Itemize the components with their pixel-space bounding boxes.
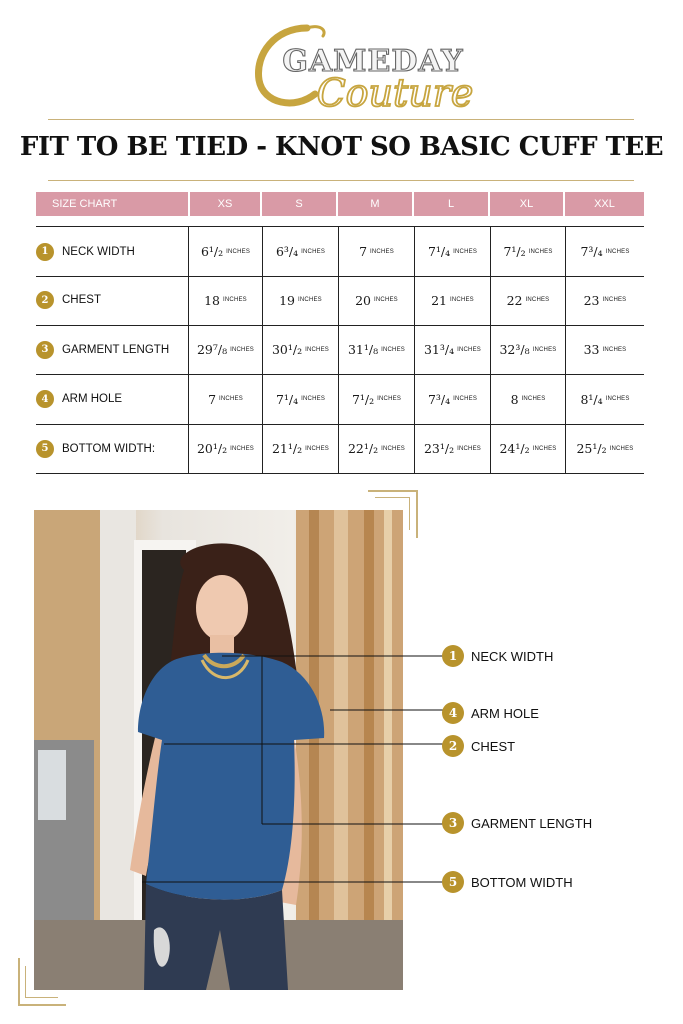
measurement-callout <box>442 735 515 757</box>
size-value: 25¹/₂ <box>576 441 607 456</box>
size-value: 7 <box>208 391 217 407</box>
size-unit: INCHES <box>374 297 398 303</box>
measure-label: NECK WIDTH <box>62 245 135 258</box>
size-value: 24¹/₂ <box>499 441 530 456</box>
measure-label: ARM HOLE <box>62 393 123 405</box>
size-value: 22¹/₂ <box>347 441 379 456</box>
size-value: 18 <box>204 292 221 308</box>
size-header-xs: XS <box>190 192 260 216</box>
callout-label: CHEST <box>471 738 516 754</box>
size-header-s: S <box>262 192 336 216</box>
size-unit: INCHES <box>301 248 326 255</box>
size-value: 31³/₄ <box>423 342 455 357</box>
size-value: 7³/₄ <box>580 244 603 259</box>
size-value: 7³/₄ <box>427 391 451 407</box>
size-row-label <box>36 227 135 276</box>
size-unit: INCHES <box>226 248 251 255</box>
size-value: 7¹/₄ <box>275 391 299 407</box>
size-value-cell <box>565 375 644 424</box>
size-header-l: L <box>414 192 488 216</box>
size-value-cell <box>490 375 565 424</box>
size-value-cell <box>414 424 490 473</box>
size-value-cell <box>490 276 565 325</box>
size-value: 21¹/₂ <box>271 441 303 456</box>
size-unit: INCHES <box>532 445 557 452</box>
size-value-cell <box>188 424 262 473</box>
size-unit: INCHES <box>298 297 322 303</box>
callout-label: ARM HOLE <box>471 705 539 721</box>
measure-label: BOTTOM WIDTH: <box>62 442 156 455</box>
size-value-cell <box>414 276 490 325</box>
size-unit: INCHES <box>532 346 557 353</box>
size-value-cell <box>490 424 565 473</box>
brand-script: Couture <box>316 71 474 114</box>
callout-label: GARMENT LENGTH <box>471 815 593 831</box>
size-value-cell <box>565 325 644 374</box>
callout-number-badge: 2 <box>442 735 464 757</box>
callout-number-badge: 1 <box>442 645 464 667</box>
size-value: 22 <box>506 292 523 308</box>
size-value-cell <box>188 325 262 374</box>
size-row <box>36 325 644 375</box>
measure-label: CHEST <box>62 294 101 306</box>
measure-number-badge: 3 <box>36 341 54 359</box>
size-chart-label: SIZE CHART <box>36 192 188 216</box>
callout-number-badge: 3 <box>442 812 464 834</box>
size-row <box>36 375 644 425</box>
measure-number-badge: 5 <box>36 440 54 458</box>
measurement-callout <box>442 702 539 724</box>
size-unit: INCHES <box>219 396 243 402</box>
size-value-cell <box>338 325 414 374</box>
size-row <box>36 226 644 277</box>
size-value-cell <box>414 227 490 276</box>
top-divider <box>48 119 634 120</box>
size-value-cell <box>188 227 262 276</box>
size-value: 7¹/₂ <box>503 244 526 259</box>
size-unit: INCHES <box>457 346 481 353</box>
size-row <box>36 276 644 326</box>
size-unit: INCHES <box>453 396 478 402</box>
size-header-xxl: XXL <box>565 192 644 216</box>
size-value-cell <box>262 375 338 424</box>
size-header-m: M <box>338 192 412 216</box>
model-photo <box>34 510 403 990</box>
callout-label: BOTTOM WIDTH <box>471 874 573 890</box>
size-row-label <box>36 424 155 473</box>
size-value: 21 <box>431 292 448 308</box>
callout-number-badge: 4 <box>442 702 464 724</box>
size-value: 7¹/₂ <box>351 391 375 407</box>
size-value: 19 <box>279 292 296 308</box>
size-value-cell <box>338 276 414 325</box>
size-value-cell <box>490 227 565 276</box>
measure-number-badge: 1 <box>36 243 54 261</box>
size-value-cell <box>262 276 338 325</box>
size-row <box>36 424 644 474</box>
size-unit: INCHES <box>602 297 627 303</box>
size-unit: INCHES <box>377 396 402 402</box>
size-row-label <box>36 375 122 424</box>
size-value: 31¹/₈ <box>347 342 379 357</box>
size-value: 23 <box>583 292 600 308</box>
size-value-cell <box>490 325 565 374</box>
callout-label: NECK WIDTH <box>471 648 554 664</box>
size-value-cell <box>565 227 644 276</box>
size-value: 7¹/₄ <box>427 244 451 259</box>
size-value: 30¹/₂ <box>271 342 303 357</box>
size-value-cell <box>262 227 338 276</box>
size-unit: INCHES <box>301 396 326 402</box>
size-unit: INCHES <box>521 396 546 402</box>
size-unit: INCHES <box>230 445 254 452</box>
size-value-cell <box>262 424 338 473</box>
size-unit: INCHES <box>305 445 329 452</box>
size-unit: INCHES <box>525 297 550 303</box>
size-unit: INCHES <box>602 346 627 353</box>
size-unit: INCHES <box>605 396 630 402</box>
size-value-cell <box>338 424 414 473</box>
size-value-cell <box>262 325 338 374</box>
size-value: 8 <box>510 391 519 407</box>
size-unit: INCHES <box>453 248 478 255</box>
size-unit: INCHES <box>609 445 634 452</box>
size-unit: INCHES <box>230 346 254 353</box>
measurement-callout <box>442 871 573 893</box>
measure-label: GARMENT LENGTH <box>62 343 170 356</box>
size-value-cell <box>565 424 644 473</box>
size-value: 6³/₄ <box>275 244 299 259</box>
size-unit: INCHES <box>605 248 630 255</box>
size-value: 20¹/₂ <box>196 441 228 456</box>
size-value-cell <box>338 227 414 276</box>
size-value: 8¹/₄ <box>580 391 603 407</box>
page-title: FIT TO BE TIED - KNOT SO BASIC CUFF TEE <box>19 132 664 162</box>
brand-wordmark: GAMEDAY <box>282 44 464 79</box>
size-row-label <box>36 325 169 374</box>
size-value: 33 <box>583 342 600 357</box>
size-unit: INCHES <box>528 248 553 255</box>
size-header-xl: XL <box>490 192 563 216</box>
size-unit: INCHES <box>457 445 481 452</box>
size-value-cell <box>188 276 262 325</box>
size-value: 23¹/₂ <box>423 441 455 456</box>
size-value: 32³/₈ <box>499 342 530 357</box>
size-value: 7 <box>359 244 368 259</box>
callout-number-badge: 5 <box>442 871 464 893</box>
size-unit: INCHES <box>223 297 247 303</box>
size-value: 20 <box>355 292 372 308</box>
size-chart-header <box>36 192 644 216</box>
size-unit: INCHES <box>370 248 394 255</box>
measure-number-badge: 4 <box>36 390 54 408</box>
callout-leaders <box>403 640 443 900</box>
size-value-cell <box>414 375 490 424</box>
size-value-cell <box>338 375 414 424</box>
measure-number-badge: 2 <box>36 291 54 309</box>
size-value-cell <box>188 375 262 424</box>
size-unit: INCHES <box>381 445 405 452</box>
measurement-callout <box>442 645 553 667</box>
title-divider <box>48 180 634 181</box>
size-unit: INCHES <box>305 346 329 353</box>
measurement-callout <box>442 812 592 834</box>
size-unit: INCHES <box>381 346 405 353</box>
size-row-label <box>36 276 101 325</box>
size-value: 29⁷/₈ <box>196 342 228 357</box>
size-unit: INCHES <box>450 297 474 303</box>
brand-logo <box>245 14 485 114</box>
size-value-cell <box>565 276 644 325</box>
size-value-cell <box>414 325 490 374</box>
size-value: 6¹/₂ <box>200 244 224 259</box>
